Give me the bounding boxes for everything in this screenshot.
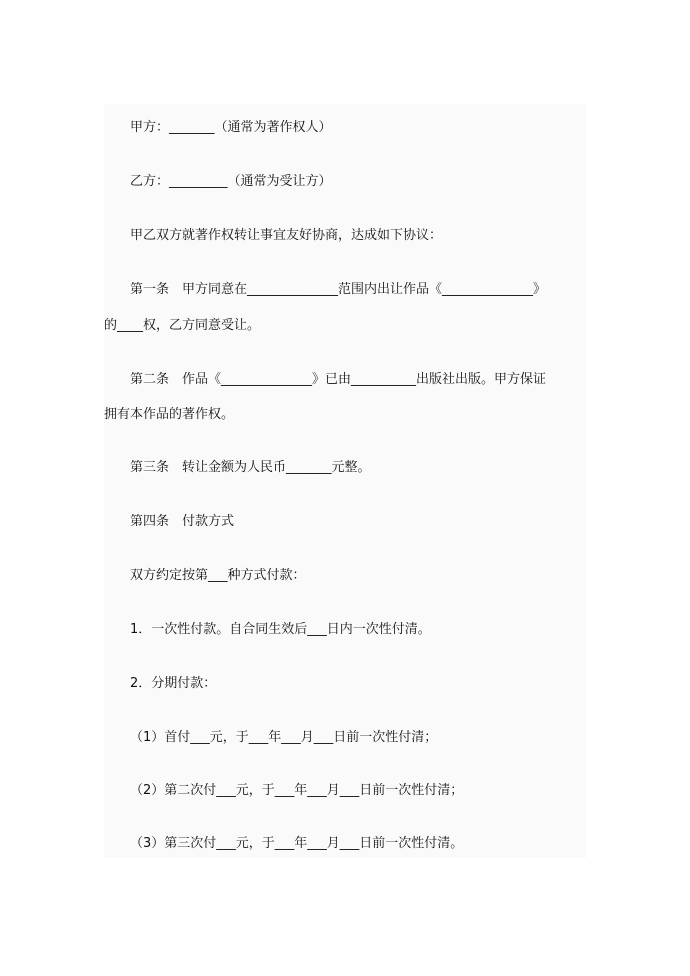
- article-3-line: 第三条 转让金额为人民币_______元整。: [130, 460, 371, 475]
- lump-sum-payment-line: 1．一次性付款。自合同生效后___日内一次性付清。: [130, 622, 431, 637]
- payment-method-line: 双方约定按第___种方式付款：: [130, 568, 306, 583]
- installment-3-line: （3）第三次付___元，于___年___月___日前一次性付清。: [130, 836, 464, 851]
- article-2-line-2: 拥有本作品的著作权。: [104, 407, 235, 422]
- party-b-line: 乙方：_________（通常为受让方）: [130, 174, 332, 189]
- party-a-line: 甲方：_______（通常为著作权人）: [130, 120, 332, 135]
- article-2-line-1: 第二条 作品《______________》已由__________出版社出版。甲方保证: [130, 372, 547, 387]
- article-4-heading: 第四条 付款方式: [130, 514, 235, 529]
- installment-2-line: （2）第二次付___元，于___年___月___日前一次性付清；: [130, 783, 464, 798]
- intro-paragraph: 甲乙双方就著作权转让事宜友好协商，达成如下协议：: [130, 228, 443, 243]
- installment-payment-line: 2．分期付款：: [130, 676, 217, 691]
- article-1-line-1: 第一条 甲方同意在______________范围内出让作品《______________》: [130, 282, 547, 297]
- article-1-line-2: 的____权，乙方同意受让。: [104, 318, 261, 333]
- installment-1-line: （1）首付___元，于___年___月___日前一次性付清；: [130, 730, 438, 745]
